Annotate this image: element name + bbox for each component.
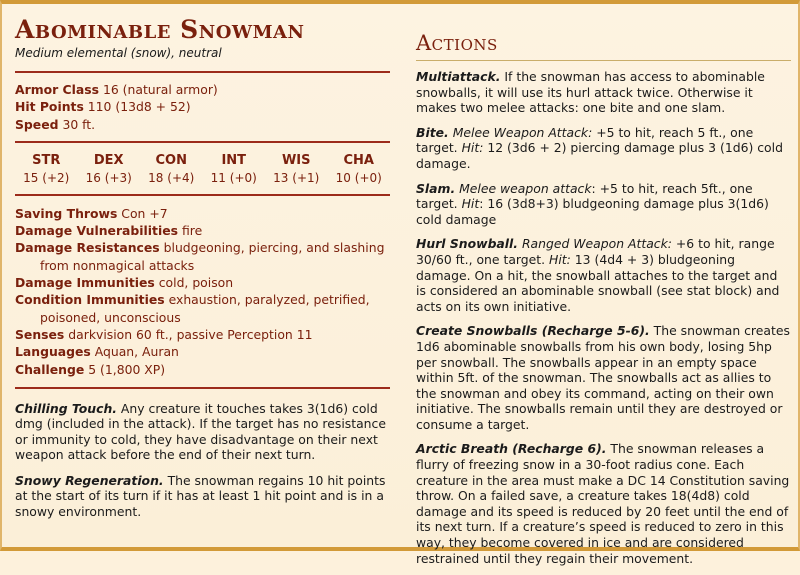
hit-points-line	[15, 98, 390, 115]
basic-stats	[15, 81, 390, 133]
action-name: Create Snowballs (Recharge 5-6).	[416, 323, 650, 339]
ability-value: 15 (+2)	[23, 170, 70, 185]
ability-value: 10 (+0)	[335, 170, 382, 185]
ability-label: INT	[221, 152, 247, 168]
prop-value: 110 (13d8 + 52)	[87, 99, 191, 115]
prop-label: Speed	[15, 116, 59, 132]
saving-throws-line	[15, 205, 390, 222]
prop-value: cold, poison	[158, 275, 234, 291]
condition-immunities-line	[15, 291, 390, 326]
trait-text: The snowman regains 10 hit points at the start of its turn if it has at least 1 hit point and is in a snowy environment.	[15, 472, 386, 519]
prop-value: fire	[181, 223, 203, 239]
prop-label: Damage Immunities	[15, 275, 155, 291]
attack-type: Melee weapon attack	[459, 180, 592, 196]
prop-value: exhaustion, paralyzed, petrified, poisoned, unconscious	[40, 292, 370, 325]
prop-label: Senses	[15, 326, 65, 342]
speed-line	[15, 116, 390, 133]
ability-scores	[15, 152, 390, 186]
action-text: The snowman releases a flurry of freezing snow in a 30-foot radius cone. Each creature in the area must make a DC 14 Constitution saving throw. On a failed save, a creature takes 18(4d8) cold damage and its speed is reduced by 20 feet until the end of its next turn. If a creature’s speed is reduced to zero in this way, they become covered in ice and are considered restrained until they regain their movement.	[416, 441, 790, 566]
ability-label: CON	[155, 152, 187, 168]
prop-value: Aquan, Auran	[94, 344, 179, 360]
damage-immunities-line	[15, 274, 390, 291]
action-name: Arctic Breath (Recharge 6).	[416, 441, 607, 457]
trait-name: Chilling Touch.	[15, 400, 117, 416]
senses-line	[15, 326, 390, 343]
ability-label: DEX	[93, 152, 124, 168]
ability-label: CHA	[343, 152, 374, 168]
ability-cha	[330, 152, 388, 186]
prop-value: darkvision 60 ft., passive Perception 11	[68, 326, 313, 342]
prop-label: Saving Throws	[15, 205, 118, 221]
right-column	[416, 30, 791, 575]
ability-value: 13 (+1)	[273, 170, 320, 185]
hit-label: Hit:	[461, 140, 484, 156]
action-text: : +5 to hit, reach 5ft., one target.	[416, 180, 753, 212]
prop-label: Armor Class	[15, 82, 99, 97]
action-slam	[416, 181, 791, 228]
action-damage: 12 (3d6 + 2) piercing damage plus 3 (1d6) cold damage.	[416, 140, 783, 171]
damage-resistances-line	[15, 239, 390, 274]
action-create-snowballs	[416, 323, 791, 432]
prop-label: Challenge	[15, 361, 85, 377]
trait-name: Snowy Regeneration.	[15, 472, 164, 488]
action-name: Multiattack.	[416, 69, 501, 84]
divider	[15, 141, 390, 143]
action-text: If the snowman has access to abominable snowballs, it will use its hurl attack twice. Otherwise it makes two melee attacks: one bite and one slam.	[416, 69, 765, 116]
action-name: Hurl Snowball.	[416, 236, 518, 252]
action-text: +6 to hit, range 30/60 ft., one target.	[416, 236, 775, 267]
hit-label: Hit	[461, 196, 480, 212]
ability-label: WIS	[281, 152, 311, 168]
prop-value: 5 (1,800 XP)	[88, 361, 166, 377]
actions-heading: Actions	[416, 31, 498, 55]
challenge-line	[15, 361, 390, 378]
action-text: The snowman creates 1d6 abominable snowballs from his own body, losing 5hp per snowball. The snowballs appear in an empty space within 5ft. of the snowman. The snowballs act as allies to the snowman and obey its command, acting on their own initiative. The snowballs remain until they are destroyed or consume a target.	[416, 323, 790, 432]
ability-str	[17, 152, 75, 186]
prop-label: Condition Immunities	[15, 292, 165, 308]
action-text: +5 to hit, reach 5 ft., one target.	[416, 124, 754, 156]
languages-line	[15, 343, 390, 360]
ability-wis	[267, 152, 325, 186]
action-name: Bite.	[416, 124, 449, 140]
ability-label: STR	[32, 152, 61, 168]
action-arctic-breath	[416, 441, 791, 566]
action-damage: : 16 (3d8+3) bludgeoning damage plus 3(1d6) cold damage	[416, 196, 769, 227]
prop-label: Damage Vulnerabilities	[15, 223, 178, 239]
hit-label: Hit:	[549, 251, 571, 267]
action-name: Slam.	[416, 180, 456, 196]
armor-class-line	[15, 81, 390, 98]
left-column	[15, 16, 390, 519]
trait-snowy-regeneration	[15, 473, 390, 520]
prop-label: Damage Resistances	[15, 240, 160, 256]
monster-name: Abominable Snowman	[15, 15, 305, 44]
monster-subtitle: Medium elemental (snow), neutral	[15, 46, 222, 60]
divider	[15, 71, 390, 73]
prop-value: 30 ft.	[62, 116, 96, 132]
action-hurl-snowball	[416, 236, 791, 314]
ability-value: 18 (+4)	[148, 170, 195, 185]
ability-int	[205, 152, 263, 186]
action-damage: 13 (4d4 + 3) bludgeoning damage. On a hit, the snowball attaches to the target and is considered an abominable snowball (see stat block) and acts on its own initiative.	[416, 251, 780, 314]
ability-value: 11 (+0)	[210, 170, 257, 185]
traits	[15, 401, 390, 520]
ability-dex	[80, 152, 138, 186]
detail-stats	[15, 205, 390, 378]
action-multiattack	[416, 69, 791, 116]
action-bite	[416, 125, 791, 172]
prop-value: 16 (natural armor)	[102, 82, 218, 97]
trait-chilling-touch	[15, 401, 390, 463]
divider	[15, 387, 390, 389]
ability-value: 16 (+3)	[85, 170, 132, 185]
trait-text: Any creature it touches takes 3(1d6) cold dmg (included in the attack). If the target has no resistance or immunity to cold, they have disadvantage on their next weapon attack before the end of their next turn.	[15, 400, 386, 463]
prop-value: Con +7	[121, 205, 168, 221]
actions-divider	[416, 60, 791, 61]
prop-label: Languages	[15, 344, 91, 360]
attack-type: Ranged Weapon Attack:	[521, 236, 672, 252]
damage-vulnerabilities-line	[15, 222, 390, 239]
prop-value: bludgeoning, piercing, and slashing from nonmagical attacks	[40, 240, 385, 273]
prop-label: Hit Points	[15, 99, 84, 115]
attack-type: Melee Weapon Attack:	[452, 124, 593, 140]
ability-con	[142, 152, 200, 186]
divider	[15, 194, 390, 196]
